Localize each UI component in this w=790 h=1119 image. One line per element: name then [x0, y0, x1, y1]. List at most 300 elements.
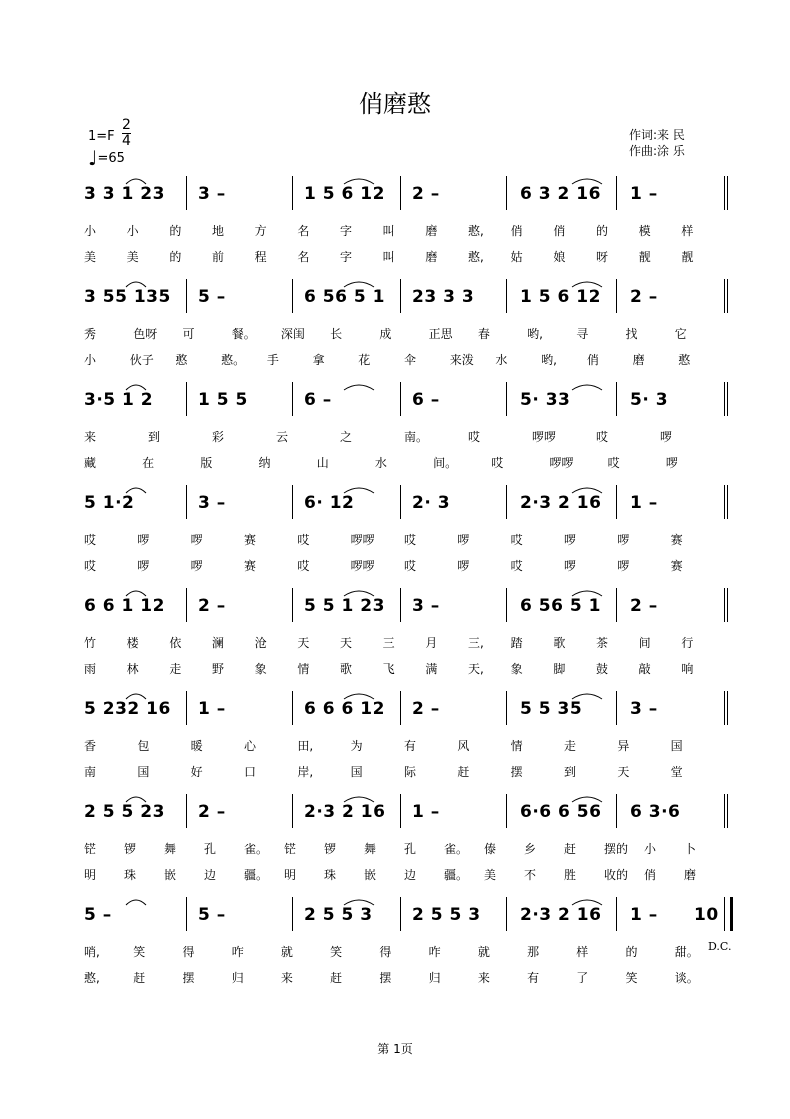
lyric-syllable: 来 — [280, 971, 293, 985]
lyric-syllable: 国 — [350, 765, 363, 779]
lyric-syllable: 叫 — [382, 224, 395, 238]
song-title: 俏磨憨 — [359, 90, 431, 118]
lyric-syllable: 版 — [200, 456, 213, 470]
lyric-syllable: 拿 — [312, 353, 325, 367]
lyric-syllable: 际 — [404, 765, 417, 779]
lyric-syllable: 三, — [468, 636, 484, 650]
lyric-syllable: 踏 — [510, 636, 523, 650]
slur — [126, 900, 146, 905]
measure-notes: 5 5 35 — [520, 699, 583, 719]
lyric-line-1 — [82, 428, 732, 454]
lyric-syllable: 间。 — [433, 456, 458, 470]
lyric-syllable: 色呀 — [133, 327, 158, 341]
lyric-syllable: 样 — [576, 945, 589, 959]
slur — [126, 282, 146, 287]
notation-line — [82, 588, 732, 622]
lyric-syllable: 磨 — [425, 224, 438, 238]
measure-notes: 2 – — [412, 699, 440, 719]
lyric-syllable: 餐。 — [231, 327, 256, 341]
score-system — [82, 691, 732, 789]
slur-marks — [82, 174, 732, 186]
lyric-syllable: 有 — [404, 739, 417, 753]
lyric-syllable: 姑 — [510, 250, 523, 264]
lyric-syllable: 美 — [484, 868, 497, 882]
lyric-syllable: 嵌 — [364, 868, 377, 882]
lyric-syllable: 啰啰 — [549, 456, 574, 470]
slur — [344, 385, 374, 390]
lyric-syllable: 哟, — [541, 353, 557, 367]
lyric-syllable: 啰 — [457, 533, 470, 547]
lyric-syllable: 啰啰 — [350, 559, 375, 573]
lyric-syllable: 有 — [527, 971, 540, 985]
measure-notes: 2 5 5 3 — [412, 905, 481, 925]
slur — [126, 694, 146, 699]
lyric-line-2 — [82, 763, 732, 789]
lyric-syllable: 包 — [137, 739, 150, 753]
lyric-syllable: 响 — [681, 662, 694, 676]
lyric-syllable: 雨 — [84, 662, 97, 676]
lyric-syllable: 啰 — [564, 559, 577, 573]
lyric-syllable: 赛 — [670, 559, 683, 573]
lyric-syllable: 秀 — [84, 327, 97, 341]
slur — [344, 282, 374, 287]
lyric-syllable: 方 — [254, 224, 267, 238]
lyric-syllable: 花 — [358, 353, 371, 367]
lyric-syllable: 模 — [638, 224, 651, 238]
lyric-syllable: 月 — [425, 636, 438, 650]
lyric-line-1 — [82, 325, 732, 351]
slur — [344, 694, 374, 699]
lyric-syllable: 山 — [316, 456, 329, 470]
lyric-syllable: 啰啰 — [350, 533, 375, 547]
lyric-syllable: 摆 — [182, 971, 195, 985]
lyric-syllable: 哟, — [527, 327, 543, 341]
slur — [126, 179, 146, 184]
lyric-syllable: 好 — [190, 765, 203, 779]
lyric-syllable: 呀 — [596, 250, 609, 264]
measure-notes: 2 – — [630, 287, 658, 307]
lyric-syllable: 笑 — [625, 971, 638, 985]
lyric-syllable: 之 — [340, 430, 353, 444]
lyric-syllable: 美 — [84, 250, 97, 264]
slur — [572, 900, 602, 905]
lyric-syllable: 云 — [276, 430, 289, 444]
lyric-syllable: 得 — [182, 945, 195, 959]
lyric-syllable: 来 — [84, 430, 97, 444]
lyric-syllable: 手 — [266, 353, 279, 367]
lyric-syllable: 可 — [182, 327, 195, 341]
lyric-syllable: 叫 — [382, 250, 395, 264]
lyric-syllable: 正思 — [428, 327, 453, 341]
lyric-syllable: 啰 — [137, 533, 150, 547]
lyric-syllable: 彩 — [212, 430, 225, 444]
lyric-syllable: 的 — [596, 224, 609, 238]
lyric-syllable: 竹 — [84, 636, 97, 650]
lyric-syllable: 的 — [625, 945, 638, 959]
lyric-syllable: 摆的 — [604, 842, 629, 856]
measure-notes: 2·3 2 16 — [304, 802, 386, 822]
lyric-syllable: 脚 — [553, 662, 566, 676]
lyric-syllable: 伞 — [404, 353, 417, 367]
lyric-syllable: 俏 — [510, 224, 523, 238]
lyric-syllable: 歌 — [553, 636, 566, 650]
lyric-syllable: 田, — [297, 739, 314, 753]
lyric-syllable: 笑 — [330, 945, 343, 959]
lyric-syllable: 磨 — [425, 250, 438, 264]
lyric-syllable: 风 — [457, 739, 470, 753]
slur-marks — [82, 277, 732, 289]
measure-notes: 1 5 6 12 — [304, 184, 385, 204]
lyric-syllable: 为 — [350, 739, 363, 753]
lyric-syllable: 寻 — [576, 327, 589, 341]
measure-notes: 2 – — [198, 596, 226, 616]
lyric-syllable: 飞 — [382, 662, 395, 676]
score-system — [82, 588, 732, 686]
lyric-syllable: 摆 — [379, 971, 392, 985]
lyric-syllable: 长 — [330, 327, 343, 341]
lyric-syllable: 满 — [425, 662, 438, 676]
lyric-syllable: 疆。 — [444, 868, 469, 882]
lyric-syllable: 象 — [510, 662, 523, 676]
lyric-syllable: 啰啰 — [532, 430, 557, 444]
lyric-syllable: 锣 — [324, 842, 337, 856]
lyric-syllable: 地 — [212, 224, 225, 238]
score-system — [82, 382, 732, 480]
notation-line — [82, 794, 732, 828]
lyric-syllable: 程 — [254, 250, 267, 264]
lyric-syllable: 舞 — [364, 842, 377, 856]
lyric-line-1 — [82, 531, 732, 557]
lyric-syllable: 啰 — [137, 559, 150, 573]
lyric-syllable: 憨, — [84, 971, 100, 985]
lyric-syllable: 找 — [625, 327, 638, 341]
lyric-syllable: 名 — [297, 250, 310, 264]
notation-line — [82, 382, 732, 416]
lyric-syllable: 样 — [681, 224, 694, 238]
measure-notes: 2 – — [630, 596, 658, 616]
lyric-syllable: 在 — [142, 456, 155, 470]
lyric-syllable: 深闺 — [280, 327, 305, 341]
lyric-syllable: 哎 — [404, 559, 417, 573]
slur — [572, 591, 602, 596]
notation-line — [82, 176, 732, 210]
lyric-syllable: 来泼 — [449, 353, 474, 367]
lyric-syllable: 天 — [617, 765, 630, 779]
lyric-syllable: 哎 — [596, 430, 609, 444]
measure-notes: 5· 3 — [630, 390, 669, 410]
lyric-line-1 — [82, 222, 732, 248]
lyric-syllable: 胜 — [564, 868, 577, 882]
lyric-syllable: 啰 — [190, 559, 203, 573]
notation-line — [82, 897, 732, 931]
lyric-syllable: 水 — [374, 456, 387, 470]
lyric-syllable: 俏 — [586, 353, 599, 367]
page-number: 第 1页 — [377, 1042, 413, 1056]
lyric-syllable: 俏 — [644, 868, 657, 882]
measure-notes: 23 3 3 — [412, 287, 475, 307]
lyric-syllable: 磨 — [684, 868, 697, 882]
slur — [344, 488, 374, 493]
measure-notes: 2·3 2 16 — [520, 905, 602, 925]
lyric-line-1 — [82, 737, 732, 763]
measure-notes: 1 5 6 12 — [520, 287, 601, 307]
measure-notes: 5 1·2 — [84, 493, 135, 513]
lyric-syllable: 情 — [297, 662, 310, 676]
lyric-syllable: 赶 — [133, 971, 146, 985]
lyric-syllable: 啰 — [190, 533, 203, 547]
lyric-syllable: 啰 — [617, 533, 630, 547]
lyric-syllable: 成 — [379, 327, 392, 341]
lyric-syllable: 的 — [169, 250, 182, 264]
slur — [126, 488, 146, 493]
lyric-syllable: 赛 — [670, 533, 683, 547]
lyric-syllable: 到 — [148, 430, 161, 444]
lyric-syllable: 归 — [231, 971, 244, 985]
measure-notes: 5 – — [198, 905, 226, 925]
slur — [126, 797, 146, 802]
slur-marks — [82, 689, 732, 701]
lyric-syllable: 咋 — [428, 945, 441, 959]
notation-line — [82, 485, 732, 519]
lyric-syllable: 舞 — [164, 842, 177, 856]
lyric-syllable: 珠 — [324, 868, 337, 882]
lyric-syllable: 铓 — [84, 842, 97, 856]
slur — [572, 282, 602, 287]
measure-notes: 6·6 6 56 — [520, 802, 602, 822]
measure-notes: 6 56 5 1 — [520, 596, 601, 616]
measure-notes: 6 – — [412, 390, 440, 410]
lyric-syllable: 那 — [527, 945, 540, 959]
slur-marks — [82, 380, 732, 392]
da-capo-marking: D.C. — [708, 940, 732, 953]
lyric-syllable: 依 — [169, 636, 182, 650]
lyric-syllable: 磨 — [632, 353, 645, 367]
lyric-line-1 — [82, 840, 732, 866]
lyric-syllable: 走 — [564, 739, 577, 753]
lyric-syllable: 南 — [84, 765, 97, 779]
slur-marks — [82, 483, 732, 495]
slur — [344, 900, 374, 905]
lyric-syllable: 哎 — [84, 533, 97, 547]
lyric-syllable: 哎 — [297, 559, 310, 573]
lyric-syllable: 美 — [126, 250, 139, 264]
lyric-syllable: 疆。 — [244, 868, 269, 882]
measure-notes: 1 – — [630, 493, 658, 513]
lyric-line-2 — [82, 660, 732, 686]
lyric-syllable: 归 — [428, 971, 441, 985]
lyric-syllable: 赶 — [330, 971, 343, 985]
measure-notes: 3 – — [412, 596, 440, 616]
lyric-syllable: 三 — [382, 636, 395, 650]
lyric-syllable: 哎 — [84, 559, 97, 573]
lyric-syllable: 国 — [670, 739, 683, 753]
slur — [126, 591, 146, 596]
score-system — [82, 279, 732, 377]
lyric-syllable: 卜 — [684, 842, 697, 856]
lyric-syllable: 鼓 — [596, 662, 609, 676]
lyric-syllable: 珠 — [124, 868, 137, 882]
lyricist: 作词:来 民 — [629, 128, 685, 142]
measure-notes: 1 – — [630, 905, 658, 925]
lyric-syllable: 啰 — [665, 456, 678, 470]
lyric-syllable: 异 — [617, 739, 630, 753]
measure-notes: 2 5 5 23 — [84, 802, 165, 822]
measure-notes: 3 – — [198, 184, 226, 204]
lyric-syllable: 国 — [137, 765, 150, 779]
lyric-syllable: 俏 — [553, 224, 566, 238]
measure-notes: 10 — [694, 905, 719, 925]
lyric-syllable: 天, — [468, 662, 484, 676]
slur — [344, 797, 374, 802]
key-signature: 1=F — [88, 129, 115, 144]
lyric-syllable: 它 — [674, 327, 687, 341]
lyric-syllable: 水 — [495, 353, 508, 367]
lyric-syllable: 沧 — [254, 636, 267, 650]
lyric-syllable: 憨, — [468, 224, 484, 238]
lyric-syllable: 哎 — [468, 430, 481, 444]
lyric-syllable: 歌 — [340, 662, 353, 676]
lyric-syllable: 南。 — [404, 430, 429, 444]
measure-notes: 6 3 2 16 — [520, 184, 601, 204]
measure-notes: 2·3 2 16 — [520, 493, 602, 513]
lyric-syllable: 天 — [297, 636, 310, 650]
measure-notes: 6 6 6 12 — [304, 699, 385, 719]
lyric-syllable: 雀。 — [444, 842, 469, 856]
lyric-syllable: 堂 — [670, 765, 683, 779]
tempo-value: =65 — [97, 151, 125, 166]
measure-notes: 6 3·6 — [630, 802, 681, 822]
lyric-syllable: 哎 — [607, 456, 620, 470]
slur — [344, 591, 374, 596]
lyric-syllable: 就 — [477, 945, 490, 959]
lyric-syllable: 楼 — [126, 636, 139, 650]
quarter-note-icon: ♩ — [88, 146, 98, 170]
lyric-syllable: 哨, — [84, 945, 100, 959]
measure-notes: 2· 3 — [412, 493, 451, 513]
lyric-syllable: 收的 — [604, 868, 629, 882]
lyric-syllable: 不 — [524, 868, 537, 882]
measure-notes: 5· 33 — [520, 390, 571, 410]
score-system — [82, 176, 732, 274]
lyric-line-2 — [82, 248, 732, 274]
lyric-syllable: 摆 — [510, 765, 523, 779]
measure-notes: 3·5 1 2 — [84, 390, 154, 410]
lyric-syllable: 情 — [510, 739, 523, 753]
lyric-syllable: 孔 — [404, 842, 417, 856]
lyric-syllable: 谈。 — [674, 971, 699, 985]
slur — [572, 797, 602, 802]
lyric-line-2 — [82, 351, 732, 377]
lyric-syllable: 憨 — [175, 353, 188, 367]
lyric-syllable: 暖 — [190, 739, 203, 753]
measure-notes: 1 5 5 — [198, 390, 248, 410]
lyric-syllable: 字 — [340, 250, 353, 264]
lyric-line-2 — [82, 557, 732, 583]
slur-marks — [82, 792, 732, 804]
measure-notes: 5 232 16 — [84, 699, 171, 719]
lyric-syllable: 心 — [244, 739, 257, 753]
notation-line — [82, 279, 732, 313]
lyric-syllable: 敲 — [638, 662, 651, 676]
lyric-syllable: 得 — [379, 945, 392, 959]
measure-notes: 1 – — [198, 699, 226, 719]
lyric-syllable: 春 — [477, 327, 490, 341]
measure-notes: 1 – — [412, 802, 440, 822]
lyric-syllable: 走 — [169, 662, 182, 676]
slur-marks — [82, 895, 732, 907]
lyric-syllable: 甜。 — [674, 945, 699, 959]
measure-notes: 3 3 1 23 — [84, 184, 165, 204]
lyric-syllable: 岸, — [297, 765, 314, 779]
time-signature — [122, 118, 131, 149]
lyric-syllable: 就 — [280, 945, 293, 959]
notation-line — [82, 691, 732, 725]
lyric-syllable: 憨 — [678, 353, 691, 367]
lyric-syllable: 澜 — [212, 636, 225, 650]
lyric-syllable: 憨, — [468, 250, 484, 264]
lyric-syllable: 藏 — [84, 456, 97, 470]
lyric-syllable: 明 — [84, 868, 97, 882]
lyric-line-2 — [82, 454, 732, 480]
slur — [572, 694, 602, 699]
measure-notes: 6 6 1 12 — [84, 596, 165, 616]
measure-notes: 6· 12 — [304, 493, 355, 513]
measure-notes: 5 – — [84, 905, 112, 925]
lyric-syllable: 小 — [644, 842, 657, 856]
lyric-syllable: 来 — [477, 971, 490, 985]
lyric-line-1 — [82, 634, 732, 660]
lyric-syllable: 乡 — [524, 842, 537, 856]
score-system — [82, 485, 732, 583]
measure-notes: 3 – — [630, 699, 658, 719]
measure-notes: 2 – — [198, 802, 226, 822]
slur — [572, 179, 602, 184]
measure-notes: 3 55 135 — [84, 287, 171, 307]
lyric-syllable: 锣 — [124, 842, 137, 856]
score-system — [82, 794, 732, 892]
lyric-syllable: 边 — [204, 868, 217, 882]
slur — [572, 385, 602, 390]
lyric-syllable: 前 — [212, 250, 225, 264]
lyric-syllable: 字 — [340, 224, 353, 238]
lyric-syllable: 天 — [340, 636, 353, 650]
lyric-syllable: 了 — [576, 971, 589, 985]
lyric-syllable: 到 — [564, 765, 577, 779]
score-system — [82, 897, 732, 995]
lyric-syllable: 啰 — [564, 533, 577, 547]
lyric-syllable: 明 — [284, 868, 297, 882]
meter-denominator: 4 — [122, 133, 131, 149]
lyric-syllable: 口 — [244, 765, 257, 779]
lyric-syllable: 啰 — [457, 559, 470, 573]
lyric-syllable: 哎 — [297, 533, 310, 547]
lyric-syllable: 行 — [681, 636, 694, 650]
lyric-syllable: 傣 — [484, 842, 497, 856]
measure-notes: 5 5 1 23 — [304, 596, 385, 616]
lyric-syllable: 雀。 — [244, 842, 269, 856]
credits — [629, 127, 685, 159]
lyric-syllable: 哎 — [510, 533, 523, 547]
slur — [572, 488, 602, 493]
lyric-syllable: 茶 — [596, 636, 609, 650]
lyric-syllable: 靓 — [638, 250, 651, 264]
lyric-syllable: 小 — [84, 353, 97, 367]
measure-notes: 5 – — [198, 287, 226, 307]
lyric-syllable: 铓 — [284, 842, 297, 856]
lyric-syllable: 啰 — [660, 430, 673, 444]
measure-notes: 2 – — [412, 184, 440, 204]
lyric-syllable: 赛 — [244, 533, 257, 547]
